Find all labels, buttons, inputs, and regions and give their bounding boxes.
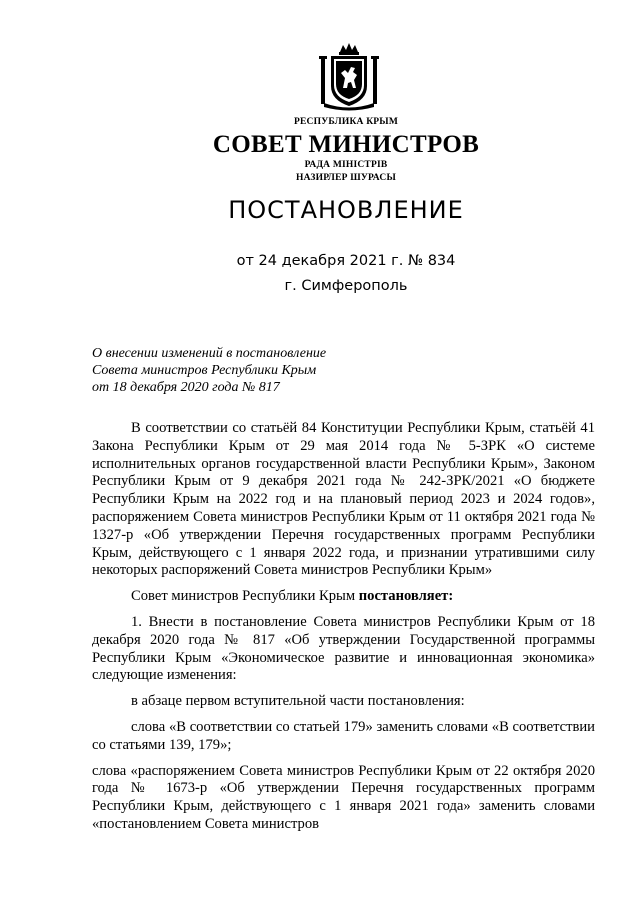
crimea-coat-of-arms-icon (318, 42, 380, 112)
subject-line-1: О внесении изменений в постановление (92, 346, 327, 361)
body-paragraph-replace-1: слова «В соответствии со статьей 179» заменить словами «В соответствии со статьями 139, 179»; (92, 718, 595, 753)
subject-line-3: от 18 декабря 2020 года № 817 (92, 380, 280, 395)
document-subject (92, 345, 392, 396)
subject-line-2: Совета министров Республики Крым (92, 363, 317, 378)
document-body (92, 420, 595, 842)
body-paragraph-replace-2: слова «распоряжением Совета министров Республики Крым от 22 октября 2020 года № 1673-р «Об утверждении Перечня государственных программ Республики Крым, действующего с 1 января 2021 года» заменить словами «постановлением Совета министров (92, 762, 595, 832)
nazirler-title: НАЗИРЛЕР ШУРАСЫ (296, 173, 396, 183)
body-paragraph-resolves (92, 588, 595, 606)
document-date-number: от 24 декабря 2021 г. № 834 (236, 253, 456, 269)
rada-title: РАДА МІНІСТРІВ (304, 160, 388, 170)
resolves-keyword: постановляет: (358, 588, 454, 605)
document-type-heading: ПОСТАНОВЛЕНИЕ (228, 196, 464, 224)
document-city: г. Симферополь (284, 278, 408, 294)
council-title: СОВЕТ МИНИСТРОВ (212, 131, 480, 158)
republic-title: РЕСПУБЛИКА КРЫМ (294, 117, 398, 127)
resolves-prefix: Совет министров Республики Крым (131, 588, 359, 605)
body-paragraph-intro-part: в абзаце первом вступительной части постановления: (131, 693, 465, 710)
body-paragraph-item-1: 1. Внести в постановление Совета министров Республики Крым от 18 декабря 2020 года № 817 «Об утверждении Государственной программы Республики Крым «Экономическое развитие и инновационная экономика» следующие изменения: (92, 613, 595, 684)
body-paragraph-preamble: В соответствии со статьёй 84 Конституции Республики Крым, статьёй 41 Закона Республики Крым от 29 мая 2014 года № 5-ЗРК «О системе исполнительных органов государственной власти Республики Крым», Законом Республики Крым от 9 декабря 2021 года № 242-ЗРК/2021 «О бюджете Республики Крым на 2022 год и на плановый период 2023 и 2024 годов», распоряжением Совета министров Республики Крым от 11 октября 2021 года № 1327-р «Об утверждении Перечня государственных программ Республики Крым, действующего с 1 января 2022 года, и признании утратившими силу некоторых распоряжений Совета министров Республики Крым» (92, 420, 595, 579)
